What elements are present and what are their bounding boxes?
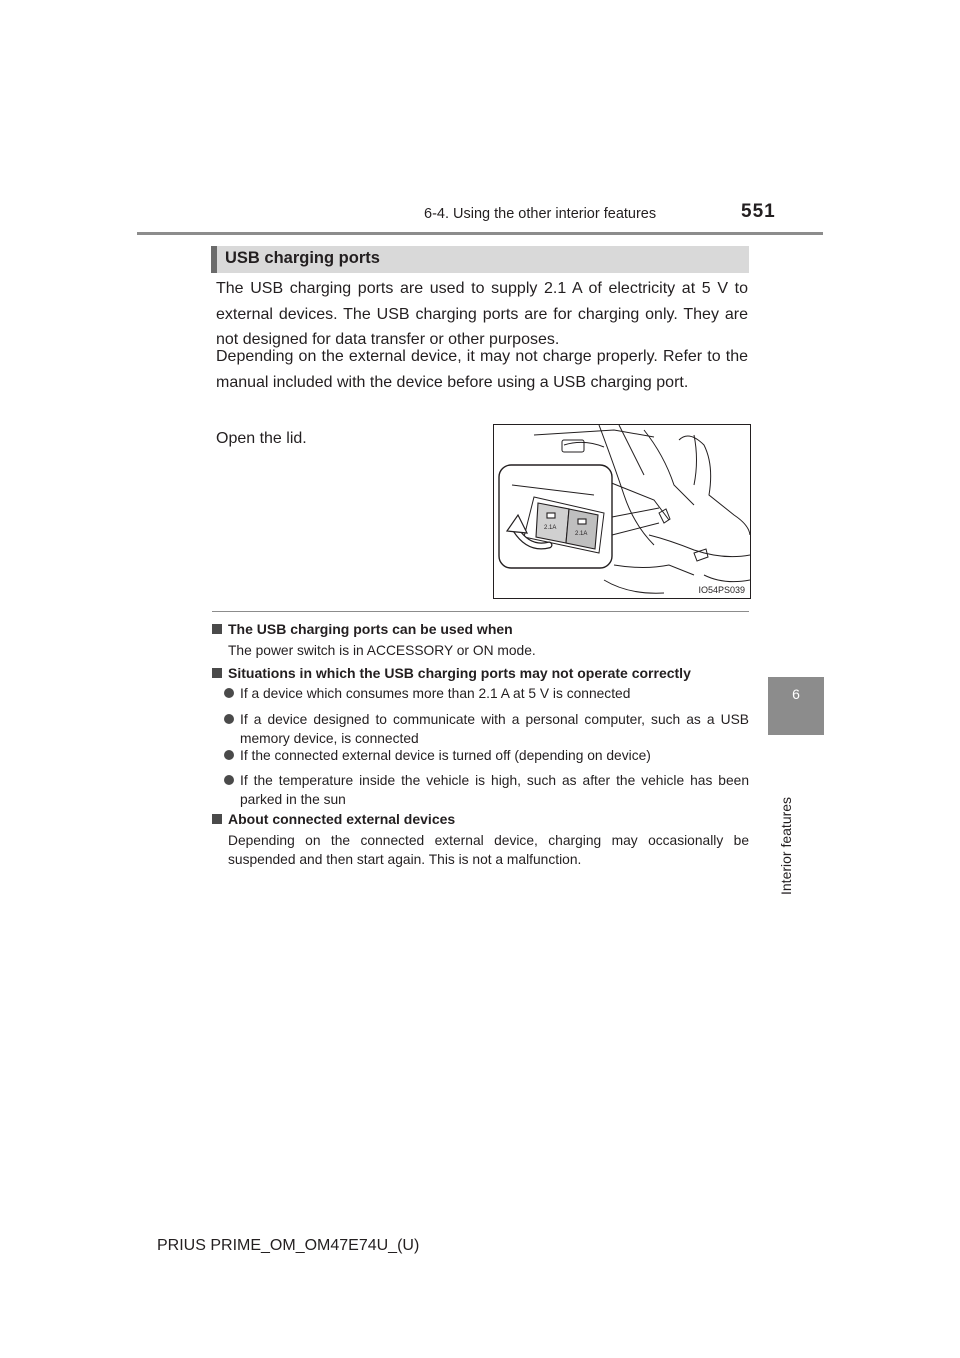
header-section-title: 6-4. Using the other interior features bbox=[424, 206, 657, 222]
bullet-text: If a device which consumes more than 2.1 A at 5 V is connected bbox=[240, 686, 631, 701]
footer-model-code: PRIUS PRIME_OM_OM47E74U_(U) bbox=[157, 1237, 420, 1254]
note-title-when-usable bbox=[212, 621, 513, 637]
note-title-text: About connected external devices bbox=[228, 811, 456, 827]
chapter-number: 6 bbox=[792, 686, 800, 702]
square-bullet-icon bbox=[212, 814, 222, 824]
paragraph-device-compat: Depending on the external device, it may not charge properly. Refer to the manual included with the device before using a USB charging port. bbox=[216, 348, 748, 391]
note-title-connected-devices bbox=[212, 811, 455, 827]
bullet-text: If a device designed to communicate with a personal computer, such as a USB memory device, is connected bbox=[240, 712, 749, 746]
bullet-item bbox=[224, 710, 749, 750]
usb-port-illustration bbox=[493, 424, 751, 599]
square-bullet-icon bbox=[212, 624, 222, 634]
note-title-text: The USB charging ports can be used when bbox=[228, 621, 513, 637]
note-title-text: Situations in which the USB charging ports may not operate correctly bbox=[228, 665, 691, 681]
bullet-item bbox=[224, 684, 749, 704]
bullet-text: If the connected external device is turned off (depending on device) bbox=[240, 748, 651, 763]
page-number: 551 bbox=[741, 201, 776, 222]
circle-bullet-icon bbox=[224, 750, 234, 760]
note-text-when-usable: The power switch is in ACCESSORY or ON mode. bbox=[228, 643, 536, 658]
section-title-accent bbox=[211, 246, 217, 273]
section-title: USB charging ports bbox=[225, 249, 380, 267]
port-label-left: 2.1A bbox=[544, 525, 557, 531]
chapter-label-text: Interior features bbox=[778, 796, 794, 895]
bullet-text: If the temperature inside the vehicle is high, such as after the vehicle has been parked in the sun bbox=[240, 773, 749, 807]
circle-bullet-icon bbox=[224, 714, 234, 724]
circle-bullet-icon bbox=[224, 775, 234, 785]
section-divider bbox=[212, 611, 749, 612]
note-text-connected-devices: Depending on the connected external device, charging may occasionally be suspended and then start again. This is not a malfunction. bbox=[228, 833, 749, 867]
note-title-situations bbox=[212, 665, 691, 681]
figure-code: IO54PS039 bbox=[698, 585, 745, 595]
circle-bullet-icon bbox=[224, 688, 234, 698]
header-rule bbox=[137, 232, 823, 235]
chapter-label bbox=[770, 745, 810, 895]
usb-port-drawing bbox=[494, 425, 750, 598]
bullet-item bbox=[224, 746, 749, 766]
paragraph-open-lid: Open the lid. bbox=[216, 430, 307, 447]
bullet-item bbox=[224, 771, 749, 811]
port-label-right: 2.1A bbox=[575, 531, 588, 537]
square-bullet-icon bbox=[212, 668, 222, 678]
paragraph-usb-supply: The USB charging ports are used to supply 2.1 A of electricity at 5 V to external devices. The USB charging ports are for charging only. They are not designed for data transfer or other purposes. bbox=[216, 280, 748, 348]
